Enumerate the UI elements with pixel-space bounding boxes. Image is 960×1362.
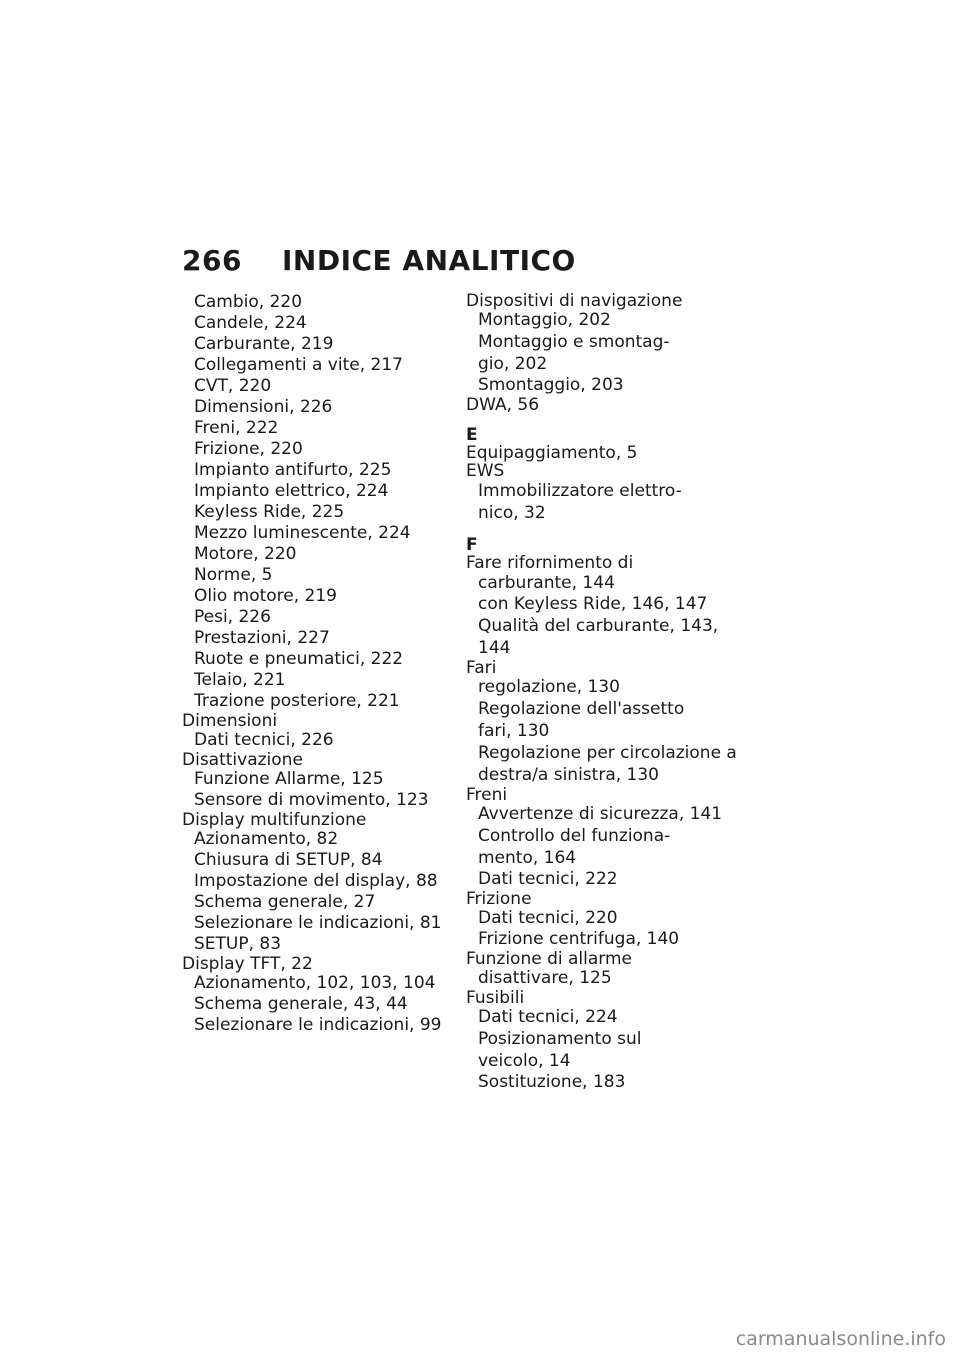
index-subentry: [466, 698, 766, 720]
index-subentry: [182, 871, 452, 892]
index-entry-text: Telaio, 221: [194, 670, 286, 690]
index-subentry: [182, 628, 452, 649]
index-subentry: [182, 523, 452, 544]
watermark: carmanualsonline.info: [735, 1328, 946, 1350]
index-entry-text: CVT, 220: [194, 376, 272, 396]
index-entry-text: Fare rifornimento di: [466, 553, 634, 573]
index-subentry: [466, 353, 766, 375]
index-entry-text: Motore, 220: [194, 544, 297, 564]
index-entry-text: Freni, 222: [194, 418, 279, 438]
index-entry-text: Funzione Allarme, 125: [194, 769, 384, 789]
index-subentry: [466, 825, 766, 847]
index-entry-text: mento, 164: [478, 848, 577, 868]
index-entry-text: Norme, 5: [194, 565, 273, 585]
index-subentry: [182, 670, 452, 691]
index-subentry: [182, 292, 452, 313]
index-entry-text: Impostazione del display, 88: [194, 871, 438, 891]
index-entry-text: SETUP, 83: [194, 934, 282, 954]
index-entry-text: Carburante, 219: [194, 334, 334, 354]
index-subentry: [466, 1028, 766, 1050]
index-entry-text: nico, 32: [478, 503, 546, 523]
index-entry-text: Collegamenti a vite, 217: [194, 355, 403, 375]
index-subentry: [466, 804, 766, 825]
index-subentry: [182, 790, 452, 811]
index-entry-text: Pesi, 226: [194, 607, 271, 627]
index-entry: [182, 955, 452, 973]
index-subentry: [182, 607, 452, 628]
index-subentry: [182, 355, 452, 376]
index-subentry: [466, 1050, 766, 1072]
index-entry-text: Dati tecnici, 226: [194, 730, 334, 750]
index-subentry: [182, 769, 452, 790]
index-entry-text: Frizione: [466, 889, 532, 909]
index-entry-text: Trazione posteriore, 221: [194, 691, 400, 711]
index-entry-text: disattivare, 125: [478, 968, 612, 988]
index-entry-text: Dispositivi di navigazione: [466, 291, 683, 311]
index-entry-text: Funzione di allarme: [466, 949, 632, 969]
index-entry-text: Schema generale, 27: [194, 892, 376, 912]
index-entry-text: Mezzo luminescente, 224: [194, 523, 411, 543]
index-entry-text: Keyless Ride, 225: [194, 502, 345, 522]
index-entry-text: Impianto antifurto, 225: [194, 460, 392, 480]
index-letter-heading: E: [466, 425, 478, 445]
index-entry-text: EWS: [466, 461, 505, 481]
index-entry-text: Olio motore, 219: [194, 586, 337, 606]
index-entry-text: Selezionare le indicazioni, 81: [194, 913, 442, 933]
index-entry-text: Azionamento, 82: [194, 829, 339, 849]
index-subentry: [466, 502, 766, 524]
index-letter-heading: F: [466, 535, 478, 555]
index-entry-text: fari, 130: [478, 721, 550, 741]
index-subentry: [182, 439, 452, 460]
index-subentry: [466, 847, 766, 869]
page-title: INDICE ANALITICO: [282, 244, 576, 277]
index-entry: [466, 444, 766, 462]
index-entry-text: DWA, 56: [466, 395, 540, 415]
index-subentry: [466, 480, 766, 502]
index-entry-text: Avvertenze di sicurezza, 141: [478, 804, 723, 824]
index-entry-text: Fusibili: [466, 988, 525, 1008]
index-subentry: [466, 1007, 766, 1028]
index-entry: [466, 554, 766, 572]
index-subentry: [182, 376, 452, 397]
index-subentry: [182, 313, 452, 334]
index-entry-text: Montaggio, 202: [478, 310, 611, 330]
index-entry-text: carburante, 144: [478, 573, 615, 593]
index-entry-text: Display multifunzione: [182, 810, 367, 830]
index-entry-text: Dati tecnici, 220: [478, 908, 618, 928]
index-subentry: [182, 565, 452, 586]
index-entry-text: Ruote e pneumatici, 222: [194, 649, 404, 669]
index-entry-text: Display TFT, 22: [182, 954, 313, 974]
index-entry-text: Cambio, 220: [194, 292, 303, 312]
index-subentry: [466, 331, 766, 353]
index-entry-text: Dati tecnici, 224: [478, 1007, 618, 1027]
index-subentry: [182, 892, 452, 913]
index-entry: [466, 396, 766, 414]
index-subentry: [182, 730, 452, 751]
index-entry: [466, 462, 766, 480]
index-subentry: [466, 1072, 766, 1093]
index-entry-text: Frizione centrifuga, 140: [478, 929, 680, 949]
index-subentry: [182, 481, 452, 502]
index-entry-text: Fari: [466, 658, 497, 678]
index-entry-text: Candele, 224: [194, 313, 307, 333]
index-subentry: [182, 544, 452, 565]
index-entry: [466, 786, 766, 804]
index-subentry: [466, 375, 766, 396]
index-subentry: [182, 913, 452, 934]
index-column-right: [466, 292, 766, 1093]
index-entry-text: Regolazione per circolazione a: [478, 743, 737, 763]
index-entry-text: Selezionare le indicazioni, 99: [194, 1015, 442, 1035]
index-subentry: [182, 502, 452, 523]
index-entry: [182, 712, 452, 730]
index-subentry: [182, 1015, 452, 1036]
index-subentry: [182, 334, 452, 355]
index-subentry: [182, 460, 452, 481]
index-entry-text: Sensore di movimento, 123: [194, 790, 429, 810]
page-number: 266: [182, 244, 242, 277]
index-subentry: [466, 310, 766, 331]
index-subentry: [466, 615, 766, 637]
index-subentry: [466, 968, 766, 989]
index-entry: [182, 811, 452, 829]
index-entry-text: Dimensioni, 226: [194, 397, 333, 417]
index-entry-text: Schema generale, 43, 44: [194, 994, 408, 1014]
index-subentry: [182, 649, 452, 670]
index-subentry: [466, 594, 766, 615]
index-entry: [466, 659, 766, 677]
index-subentry: [466, 764, 766, 786]
index-subentry: [466, 572, 766, 594]
index-entry-text: Impianto elettrico, 224: [194, 481, 389, 501]
index-subentry: [182, 850, 452, 871]
index-subentry: [182, 934, 452, 955]
index-entry-text: Disattivazione: [182, 750, 303, 770]
index-subentry: [182, 397, 452, 418]
index-entry: [466, 989, 766, 1007]
index-subentry: [466, 677, 766, 698]
index-entry-text: Posizionamento sul: [478, 1029, 642, 1049]
page-header: [182, 244, 576, 277]
index-subentry: [182, 691, 452, 712]
index-entry-text: Controllo del funziona-: [478, 826, 671, 846]
index-entry-text: Frizione, 220: [194, 439, 303, 459]
index-entry-text: 144: [478, 638, 511, 658]
index-entry-text: Azionamento, 102, 103, 104: [194, 973, 436, 993]
index-entry-text: Montaggio e smontag-: [478, 332, 670, 352]
index-entry: [466, 950, 766, 968]
index-entry: [466, 292, 766, 310]
index-entry-text: Freni: [466, 785, 508, 805]
index-entry-text: Chiusura di SETUP, 84: [194, 850, 383, 870]
index-entry: [466, 890, 766, 908]
index-entry-text: Equipaggiamento, 5: [466, 443, 638, 463]
index-entry-text: regolazione, 130: [478, 677, 620, 697]
index-subentry: [466, 742, 766, 764]
index-entry-text: Sostituzione, 183: [478, 1072, 626, 1092]
index-entry-text: Smontaggio, 203: [478, 375, 624, 395]
index-subentry: [466, 929, 766, 950]
index-entry-text: Immobilizzatore elettro-: [478, 481, 682, 501]
index-subentry: [182, 829, 452, 850]
index-subentry: [182, 418, 452, 439]
index-entry-text: Regolazione dell'assetto: [478, 699, 685, 719]
index-entry-text: con Keyless Ride, 146, 147: [478, 594, 708, 614]
index-entry-text: destra/a sinistra, 130: [478, 765, 659, 785]
index-entry-text: veicolo, 14: [478, 1051, 571, 1071]
index-column-left: [182, 292, 452, 1036]
index-subentry: [466, 637, 766, 659]
index-entry-text: Dimensioni: [182, 711, 278, 731]
index-subentry: [182, 994, 452, 1015]
index-subentry: [466, 908, 766, 929]
index-subentry: [182, 973, 452, 994]
index-entry-text: Qualità del carburante, 143,: [478, 616, 719, 636]
index-entry-text: Dati tecnici, 222: [478, 869, 618, 889]
index-subentry: [466, 720, 766, 742]
index-subentry: [466, 869, 766, 890]
index-subentry: [182, 586, 452, 607]
index-entry: [182, 751, 452, 769]
index-entry-text: gio, 202: [478, 354, 548, 374]
index-entry-text: Prestazioni, 227: [194, 628, 330, 648]
